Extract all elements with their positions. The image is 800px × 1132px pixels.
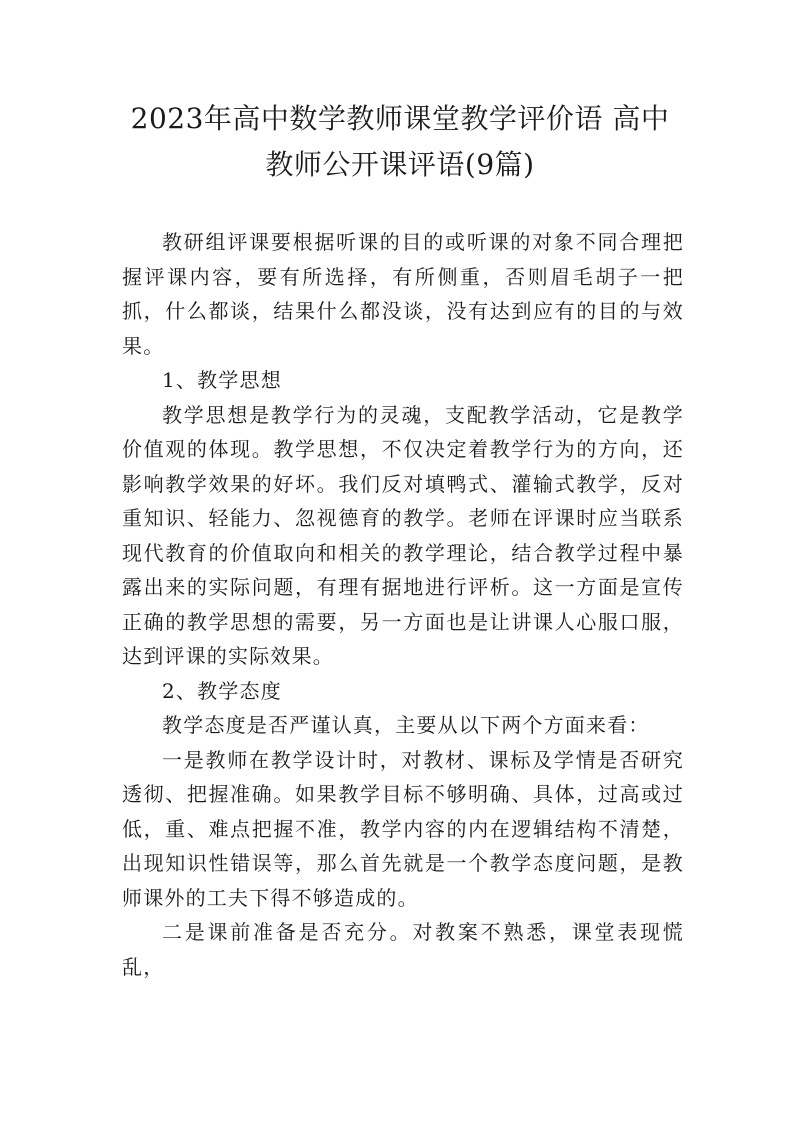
document-title <box>100 96 700 188</box>
paragraph-attitude-point-2: 二是课前准备是否充分。对教案不熟悉，课堂表现慌乱， <box>122 920 684 979</box>
section-heading-teaching-thought: 1、教学思想 <box>162 368 282 392</box>
paragraph-teaching-thought: 教学思想是教学行为的灵魂，支配教学活动，它是教学价值观的体现。教学思想，不仅决定着教学行为的方向，还影响教学效果的好坏。我们反对填鸭式、灌输式教学，反对重知识、轻能力、忽视德育的教学。老师在评课时应当联系现代教育的价值取向和相关的教学理论，结合教学过程中暴露出来的实际问题，有理有据地进行评析。这一方面是宣传正确的教学思想的需要，另一方面也是让讲课人心服口服，达到评课的实际效果。 <box>122 402 684 668</box>
title-line-2: 教师公开课评语(9篇) <box>265 148 535 181</box>
paragraph-attitude-point-1: 一是教师在教学设计时，对教材、课标及学情是否研究透彻、把握准确。如果教学目标不够明确、具体，过高或过低，重、难点把握不准，教学内容的内在逻辑结构不清楚，出现知识性错误等，那么首先就是一个教学态度问题，是教师课外的工夫下得不够造成的。 <box>122 747 684 910</box>
paragraph-intro: 教研组评课要根据听课的目的或听课的对象不同合理把握评课内容，要有所选择，有所侧重，否则眉毛胡子一把抓，什么都谈，结果什么都没谈，没有达到应有的目的与效果。 <box>122 230 684 358</box>
section-heading-teaching-attitude: 2、教学态度 <box>162 678 282 703</box>
title-line-1: 2023年高中数学教师课堂教学评价语 高中 <box>130 102 670 135</box>
document-body <box>122 225 684 984</box>
paragraph-attitude-intro: 教学态度是否严谨认真，主要从以下两个方面来看： <box>162 713 650 737</box>
